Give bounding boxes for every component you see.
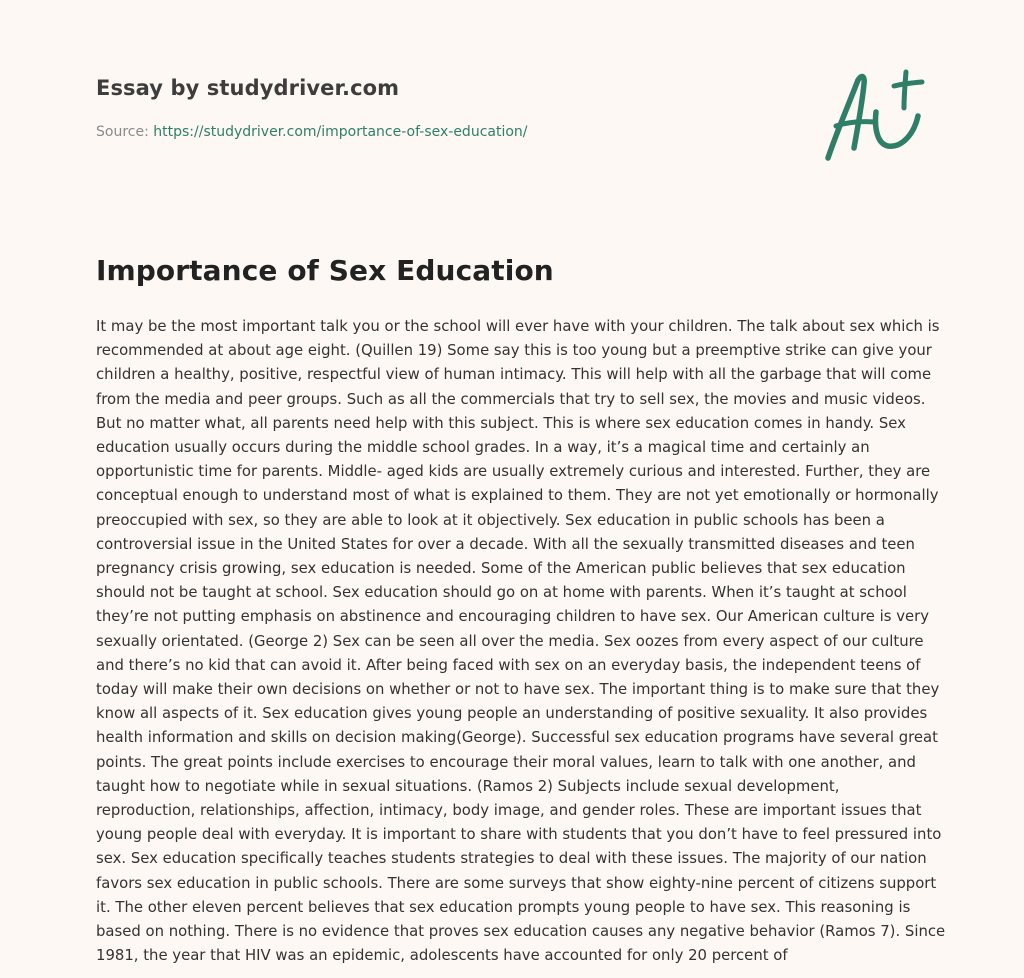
essay-line: health information and skills on decision making(George). Successful sex education programs have several great: [96, 728, 938, 747]
essay-body: [96, 314, 946, 967]
essay-line: points. The great points include exercises to encourage their moral values, learn to talk with one another, and: [96, 752, 916, 771]
essay-line: But no matter what, all parents need help with this subject. This is where sex education comes in handy. Sex: [96, 413, 906, 432]
essay-line: controversial issue in the United States for over a decade. With all the sexually transmitted diseases and teen: [96, 534, 915, 553]
essay-line: today will make their own decisions on whether or not to have sex. The important thing is to make sure that they: [96, 680, 940, 699]
essay-line: and there’s no kid that can avoid it. After being faced with sex on an everyday basis, the independent teens of: [96, 655, 921, 674]
source-label: Source:: [96, 124, 154, 140]
essay-line: sexually orientated. (George 2) Sex can be seen all over the media. Sex oozes from every aspect of our culture: [96, 631, 924, 650]
essay-line: based on nothing. There is no evidence that proves sex education causes any negative behavior (Ramos 7). Since: [96, 922, 946, 941]
essay-line: conceptual enough to understand most of what is explained to them. They are not yet emotionally or hormonally: [96, 486, 939, 505]
a-plus-logo-icon: [818, 64, 934, 168]
essay-line: preoccupied with sex, so they are able to look at it objectively. Sex education in public schools has been a: [96, 510, 885, 529]
essay-line: opportunistic time for parents. Middle- aged kids are usually extremely curious and interested. Further, they are: [96, 462, 931, 481]
essay-line: education usually occurs during the middle school grades. In a way, it’s a magical time and certainly an: [96, 438, 870, 457]
essay-line: know all aspects of it. Sex education gives young people an understanding of positive sexuality. It also provides: [96, 704, 928, 723]
essay-line: favors sex education in public schools. There are some surveys that show eighty-nine percent of citizens support: [96, 873, 937, 892]
source-line: [96, 124, 528, 140]
essay-line: they’re not putting emphasis on abstinence and encouraging children to have sex. Our American culture is very: [96, 607, 930, 626]
essay-line: young people deal with everyday. It is important to share with students that you don’t have to feel pressured into: [96, 825, 942, 844]
essay-line: from the media and peer groups. Such as all the commercials that try to sell sex, the movies and music videos.: [96, 389, 926, 408]
essay-line: sex. Sex education specifically teaches students strategies to deal with these issues. The majority of our nation: [96, 849, 927, 868]
essay-line: children a healthy, positive, respectful view of human intimacy. This will help with all the garbage that will come: [96, 365, 932, 384]
essay-line: taught how to negotiate while in sexual situations. (Ramos 2) Subjects include sexual development,: [96, 776, 840, 795]
essay-line: should not be taught at school. Sex education should go on at home with parents. When it’s taught at school: [96, 583, 907, 602]
essay-line: it. The other eleven percent believes that sex education prompts young people to have sex. This reasoning is: [96, 897, 911, 916]
source-link[interactable]: https://studydriver.com/importance-of-sex-education/: [153, 124, 528, 140]
essay-line: 1981, the year that HIV was an epidemic, adolescents have accounted for only 20 percent of: [96, 946, 788, 965]
essay-title: Importance of Sex Education: [96, 254, 554, 287]
essay-line: It may be the most important talk you or the school will ever have with your children. The talk about sex which is: [96, 317, 940, 335]
essay-line: recommended at about age eight. (Quillen 19) Some say this is too young but a preemptive strike can give your: [96, 341, 932, 360]
essay-line: reproduction, relationships, affection, intimacy, body image, and gender roles. These are important issues that: [96, 801, 922, 820]
essay-line: pregnancy crisis growing, sex education is needed. Some of the American public believes that sex education: [96, 559, 906, 578]
essay-brand-title: Essay by studydriver.com: [96, 76, 400, 100]
